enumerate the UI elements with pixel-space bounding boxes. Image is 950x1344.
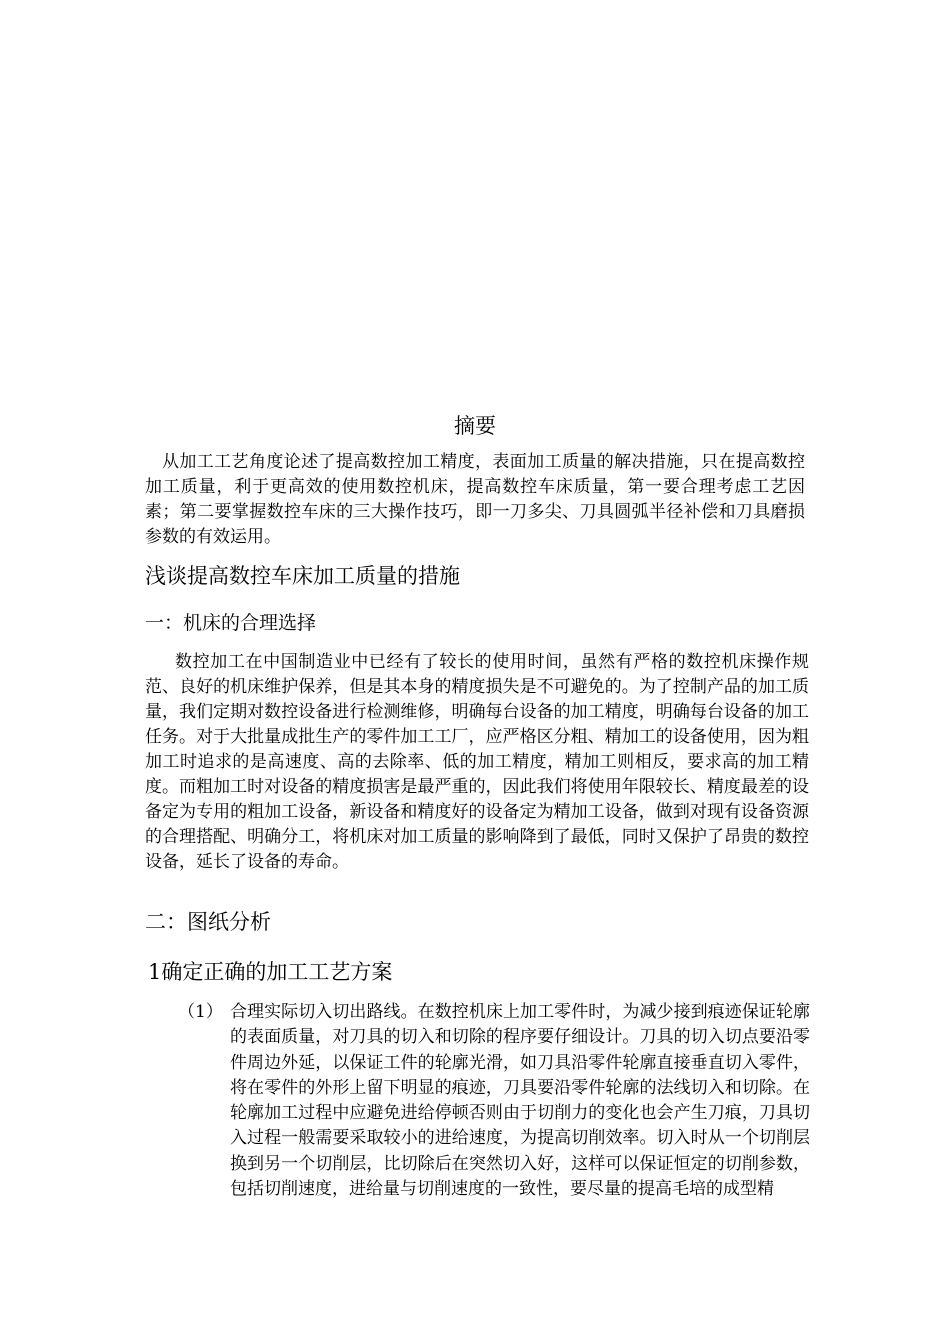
section-paragraph-machine-selection: 数控加工在中国制造业中已经有了较长的使用时间，虽然有严格的数控机床操作规范、良好的机床维护保养，但是其本身的精度损失是不可避免的。为了控制产品的加工质量，我们定期对数控设备进行检测维修，明确每台设备的加工精度，明确每台设备的加工任务。对于大批量成批生产的零件加工工厂，应严格区分粗、精加工的设备使用，因为粗加工时追求的是高速度、高的去除率、低的加工精度，精加工则相反，要求高的加工精度。而粗加工时对设备的精度损害是最严重的，因此我们将使用年限较长、精度最差的设备定为专用的粗加工设备，新设备和精度好的设备定为精加工设备，做到对现有设备资源的合理搭配、明确分工，将机床对加工质量的影响降到了最低，同时又保护了昂贵的数控设备，延长了设备的寿命。 [145,652,809,872]
list-item-marker: （1） [178,1002,223,1022]
abstract-paragraph: 从加工工艺角度论述了提高数控加工精度，表面加工质量的解决措施，只在提高数控加工质量，利于更高效的使用数控机床，提高数控车床质量，第一要合理考虑工艺因素；第二要掌握数控车床的三大操作技巧，即一刀多尖、刀具圆弧半径补偿和刀具磨损参数的有效运用。 [145,452,805,547]
article-title: 浅谈提高数控车床加工质量的措施 [145,564,460,588]
abstract-heading: 摘要 [454,414,496,438]
section-heading-machine-selection: 一：机床的合理选择 [145,612,317,634]
subsection-heading-process-plan: 1确定正确的加工工艺方案 [148,960,393,984]
list-item-paragraph: 合理实际切入切出路线。在数控机床上加工零件时，为减少接到痕迹保证轮廓的表面质量，对刀具的切入和切除的程序要仔细设计。刀具的切入切点要沿零件周边外延，以保证工件的轮廓光滑，如刀具沿零件轮廓直接垂直切入零件，将在零件的外形上留下明显的痕迹，刀具要沿零件轮廓的法线切入和切除。在轮廓加工过程中应避免进给停顿否则由于切削力的变化也会产生刀痕，刀具切入过程一般需要采取较小的进给速度，为提高切削效率。切入时从一个切削层换到另一个切削层，比切除后在突然切入好，这样可以保证恒定的切削参数，包括切削速度，进给量与切削速度的一致性，要尽量的提高毛培的成型精 [230,1002,810,1200]
section-heading-drawing-analysis: 二：图纸分析 [145,910,271,934]
